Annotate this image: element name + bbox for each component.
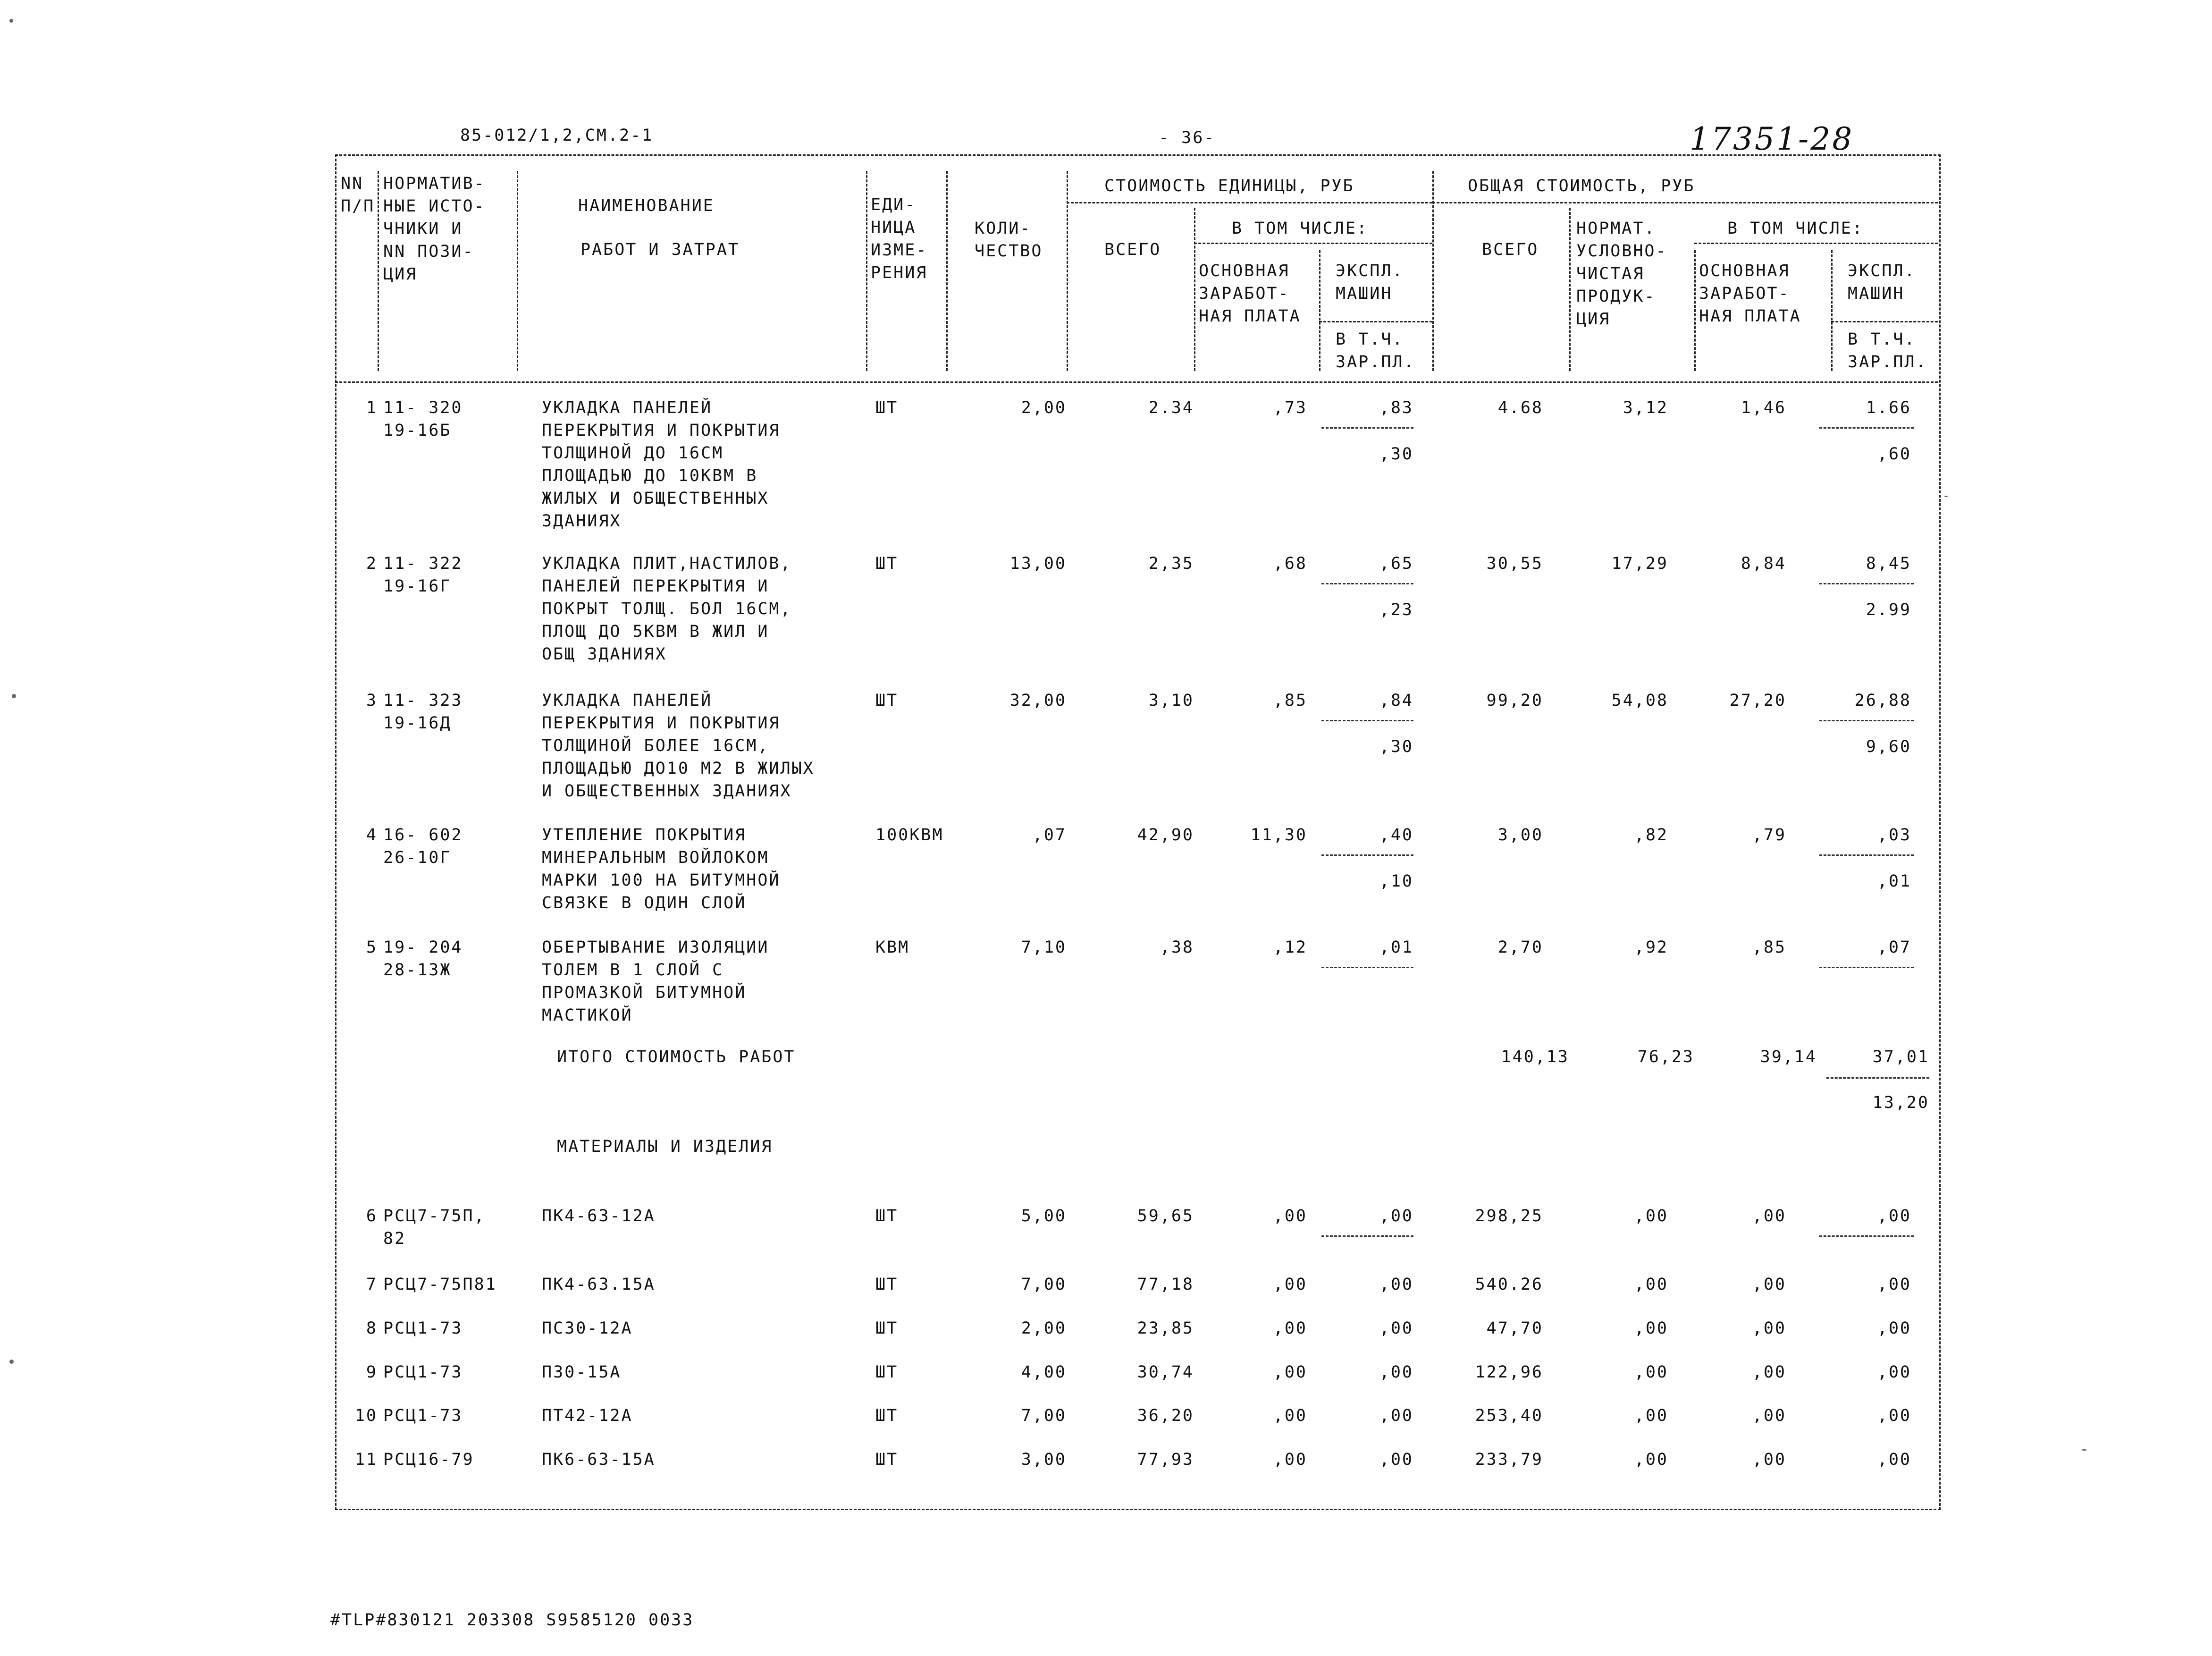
total-cost-group-header: ОБЩАЯ СТОИМОСТЬ, РУБ xyxy=(1468,177,1695,195)
unit-base-wage: ,00 xyxy=(1273,1275,1307,1294)
quantity: 2,00 xyxy=(1021,398,1067,417)
total-norm: 17,29 xyxy=(1611,554,1668,573)
total-norm: ,00 xyxy=(1634,1207,1668,1225)
col-divider-10 xyxy=(1694,250,1696,371)
col-divider-4 xyxy=(946,171,948,371)
scan-speck xyxy=(12,694,16,698)
unit-machine: ,00 xyxy=(1379,1207,1413,1225)
unit-machine: ,84 xyxy=(1379,691,1413,710)
total-machine: 26,88 xyxy=(1854,691,1911,710)
unit-base-wage: ,85 xyxy=(1273,691,1307,710)
total-machine-wage: 9,60 xyxy=(1866,737,1911,756)
unit: ШТ xyxy=(875,1275,899,1294)
total-total: 30,55 xyxy=(1486,554,1543,573)
norm-source: РСЦ1-73 xyxy=(383,1406,463,1425)
header-bottom-rule xyxy=(335,381,1938,383)
total-base-wage: ,00 xyxy=(1752,1275,1786,1294)
total-machine-wage: ,60 xyxy=(1877,445,1911,464)
quantity: 13,00 xyxy=(1009,554,1067,573)
total-machine-wage: ,01 xyxy=(1877,872,1911,891)
cell-separator xyxy=(1321,720,1413,721)
norm-source: 16- 602 26-10Г xyxy=(383,826,463,867)
cell-separator xyxy=(1819,1235,1914,1237)
row-number: 2 xyxy=(366,554,378,573)
row-number: 6 xyxy=(366,1207,378,1225)
scan-speck xyxy=(2081,1449,2087,1451)
col-divider-5 xyxy=(1067,171,1068,371)
norm-source: РСЦ1-73 xyxy=(383,1363,463,1382)
unit: ШТ xyxy=(875,1319,899,1338)
norm-source: 19- 204 28-13Ж xyxy=(383,938,463,980)
material-name: ПК4-63-12А xyxy=(542,1207,656,1225)
unit-total: 77,93 xyxy=(1137,1450,1194,1469)
unit-machine-wage: ,30 xyxy=(1379,737,1413,756)
unit-base-wage: ,00 xyxy=(1273,1363,1307,1382)
norm-source: 11- 322 19-16Г xyxy=(383,554,463,596)
unit-machine-wage: ,30 xyxy=(1379,445,1413,464)
row-number: 7 xyxy=(366,1275,378,1294)
unit-machine: ,00 xyxy=(1379,1406,1413,1425)
unit-total: 59,65 xyxy=(1137,1207,1194,1225)
unit-incl-header: В ТОМ ЧИСЛЕ: xyxy=(1232,219,1368,238)
total-base-wage: 27,20 xyxy=(1729,691,1786,710)
unit-total: 2,35 xyxy=(1148,554,1194,573)
unit-machine: ,00 xyxy=(1379,1363,1413,1382)
unit-machine-wage-header: В Т.Ч. ЗАР.ПЛ. xyxy=(1336,330,1415,372)
footer-code: #TLP#830121 203308 S9585120 0033 xyxy=(330,1611,694,1630)
material-name: ПС30-12А xyxy=(542,1319,633,1338)
quantity: 3,00 xyxy=(1021,1450,1067,1469)
unit-machine: ,40 xyxy=(1379,826,1413,845)
scan-speck xyxy=(9,1360,14,1364)
row-number: 3 xyxy=(366,691,378,710)
material-name: ПК4-63.15А xyxy=(542,1275,656,1294)
total-norm: ,92 xyxy=(1634,938,1668,957)
work-name: УКЛАДКА ПАНЕЛЕЙ ПЕРЕКРЫТИЯ И ПОКРЫТИЯ ТОЛЩИНОЙ БОЛЕЕ 16СМ, ПЛОЩАДЬЮ ДО10 М2 В ЖИЛЫХ И ОБЩЕСТВЕННЫХ ЗДАНИЯХ xyxy=(542,691,815,801)
incl-rule-total xyxy=(1694,243,1938,244)
material-name: ПК6-63-15А xyxy=(542,1450,656,1469)
subtotal-label: ИТОГО СТОИМОСТЬ РАБОТ xyxy=(557,1048,796,1066)
unit-base-wage: ,00 xyxy=(1273,1450,1307,1469)
quantity: ,07 xyxy=(1032,826,1067,845)
unit-total: 23,85 xyxy=(1137,1319,1194,1338)
total-total: 99,20 xyxy=(1486,691,1543,710)
col-divider-8 xyxy=(1432,171,1434,371)
total-base-wage: 8,84 xyxy=(1741,554,1786,573)
unit-base-wage: ,00 xyxy=(1273,1319,1307,1338)
material-name: П30-15А xyxy=(542,1363,622,1382)
row-number: 8 xyxy=(366,1319,378,1338)
total-incl-header: В ТОМ ЧИСЛЕ: xyxy=(1727,219,1864,238)
unit-machine: ,00 xyxy=(1379,1450,1413,1469)
total-norm: ,82 xyxy=(1634,826,1668,845)
total-machine-wage-header: В Т.Ч. ЗАР.ПЛ. xyxy=(1848,330,1927,372)
cell-separator xyxy=(1819,854,1914,856)
unit-machine: ,01 xyxy=(1379,938,1413,957)
unit-total: ,38 xyxy=(1160,938,1194,957)
total-norm-header: НОРМАТ. УСЛОВНО- ЧИСТАЯ ПРОДУК- ЦИЯ xyxy=(1576,219,1667,329)
mach-rule-unit xyxy=(1319,321,1432,322)
cell-separator xyxy=(1321,1235,1413,1237)
total-machine: ,00 xyxy=(1877,1406,1911,1425)
total-norm: ,00 xyxy=(1634,1319,1668,1338)
unit-machine: ,00 xyxy=(1379,1319,1413,1338)
col-divider-3 xyxy=(866,171,867,371)
norm-source: РСЦ1-73 xyxy=(383,1319,463,1338)
cell-separator xyxy=(1321,427,1413,429)
quantity: 5,00 xyxy=(1021,1207,1067,1225)
unit: ШТ xyxy=(875,554,899,573)
total-total: 47,70 xyxy=(1486,1319,1543,1338)
total-norm: 3,12 xyxy=(1623,398,1668,417)
total-base-wage: ,00 xyxy=(1752,1363,1786,1382)
work-name: УКЛАДКА ПЛИТ,НАСТИЛОВ, ПАНЕЛЕЙ ПЕРЕКРЫТИЯ И ПОКРЫТ ТОЛЩ. БОЛ 16СМ, ПЛОЩ ДО 5КВМ В ЖИЛ И ОБЩ ЗДАНИЯХ xyxy=(542,554,792,664)
work-name: УТЕПЛЕНИЕ ПОКРЫТИЯ МИНЕРАЛЬНЫМ ВОЙЛОКОМ МАРКИ 100 НА БИТУМНОЙ СВЯЗКЕ В ОДИН СЛОЙ xyxy=(542,826,781,912)
subtotal-total: 140,13 xyxy=(1501,1048,1569,1066)
unit-base-wage: ,73 xyxy=(1273,398,1307,417)
col-divider-7 xyxy=(1319,250,1320,371)
norm-source: РСЦ16-79 xyxy=(383,1450,474,1469)
total-machine: 8,45 xyxy=(1866,554,1911,573)
unit-base-wage: ,12 xyxy=(1273,938,1307,957)
total-machine-wage: 2.99 xyxy=(1866,600,1911,619)
total-machine-header: ЭКСПЛ. МАШИН xyxy=(1848,262,1916,303)
quantity: 7,00 xyxy=(1021,1275,1067,1294)
unit: КВМ xyxy=(875,938,910,957)
quantity: 2,00 xyxy=(1021,1319,1067,1338)
total-total: 2,70 xyxy=(1497,938,1543,957)
unit-base-wage: 11,30 xyxy=(1250,826,1307,845)
subtotal-norm: 76,23 xyxy=(1637,1048,1694,1066)
unit: ШТ xyxy=(875,398,899,417)
col-header-name-2: РАБОТ И ЗАТРАТ xyxy=(580,240,740,259)
material-name: ПТ42-12А xyxy=(542,1406,633,1425)
col-header-quantity: КОЛИ- ЧЕСТВО xyxy=(975,219,1043,261)
total-machine: ,07 xyxy=(1877,938,1911,957)
incl-rule-unit xyxy=(1194,243,1432,244)
total-norm: ,00 xyxy=(1634,1363,1668,1382)
total-total: 4.68 xyxy=(1497,398,1543,417)
total-machine: ,00 xyxy=(1877,1207,1911,1225)
cell-separator xyxy=(1819,967,1914,968)
row-number: 5 xyxy=(366,938,378,957)
total-total: 540.26 xyxy=(1475,1275,1543,1294)
unit: ШТ xyxy=(875,1406,899,1425)
unit-machine-header: ЭКСПЛ. МАШИН xyxy=(1336,262,1404,303)
total-total-header: ВСЕГО xyxy=(1482,240,1539,259)
handwritten-registration-number: 17351-28 xyxy=(1690,121,1854,157)
scan-speck xyxy=(9,19,13,23)
total-total: 122,96 xyxy=(1475,1363,1543,1382)
total-base-wage: ,79 xyxy=(1752,826,1786,845)
cell-separator xyxy=(1321,854,1413,856)
total-machine: ,00 xyxy=(1877,1363,1911,1382)
total-base-wage: 1,46 xyxy=(1741,398,1786,417)
row-number: 1 xyxy=(366,398,378,417)
total-total: 253,40 xyxy=(1475,1406,1543,1425)
total-total: 298,25 xyxy=(1475,1207,1543,1225)
total-machine: 1.66 xyxy=(1866,398,1911,417)
col-header-number: NN П/П xyxy=(341,174,375,216)
total-base-wage-header: ОСНОВНАЯ ЗАРАБОТ- НАЯ ПЛАТА xyxy=(1699,262,1801,326)
cell-separator xyxy=(1819,583,1914,584)
col-divider-9 xyxy=(1569,208,1571,371)
group-rule-total xyxy=(1432,202,1938,203)
work-name: УКЛАДКА ПАНЕЛЕЙ ПЕРЕКРЫТИЯ И ПОКРЫТИЯ ТОЛЩИНОЙ ДО 16СМ ПЛОЩАДЬЮ ДО 10КВМ В ЖИЛЫХ И ОБЩЕСТВЕННЫХ ЗДАНИЯХ xyxy=(542,398,781,531)
subtotal-base-wage: 39,14 xyxy=(1760,1048,1817,1066)
page-number: - 36- xyxy=(1159,128,1216,147)
norm-source: 11- 323 19-16Д xyxy=(383,691,463,733)
col-divider-6 xyxy=(1194,208,1195,371)
cell-separator xyxy=(1819,720,1914,721)
unit-machine-wage: ,23 xyxy=(1379,600,1413,619)
total-norm: ,00 xyxy=(1634,1450,1668,1469)
total-norm: ,00 xyxy=(1634,1406,1668,1425)
norm-source: 11- 320 19-16Б xyxy=(383,398,463,440)
total-base-wage: ,85 xyxy=(1752,938,1786,957)
quantity: 32,00 xyxy=(1009,691,1067,710)
work-name: ОБЕРТЫВАНИЕ ИЗОЛЯЦИИ ТОЛЕМ В 1 СЛОЙ С ПРОМАЗКОЙ БИТУМНОЙ МАСТИКОЙ xyxy=(542,938,769,1025)
total-machine: ,00 xyxy=(1877,1275,1911,1294)
unit-total: 30,74 xyxy=(1137,1363,1194,1382)
subtotal-machine-wage: 13,20 xyxy=(1872,1093,1929,1112)
unit: 100КВМ xyxy=(875,826,944,845)
unit-machine: ,83 xyxy=(1379,398,1413,417)
quantity: 4,00 xyxy=(1021,1363,1067,1382)
col-divider-11 xyxy=(1831,250,1833,371)
mach-rule-total xyxy=(1831,321,1938,322)
unit-total: 36,20 xyxy=(1137,1406,1194,1425)
section-title: МАТЕРИАЛЫ И ИЗДЕЛИЯ xyxy=(557,1137,773,1156)
unit-base-wage-header: ОСНОВНАЯ ЗАРАБОТ- НАЯ ПЛАТА xyxy=(1199,262,1301,326)
row-number: 11 xyxy=(354,1450,378,1469)
total-total: 233,79 xyxy=(1475,1450,1543,1469)
quantity: 7,10 xyxy=(1021,938,1067,957)
unit-total: 2.34 xyxy=(1148,398,1194,417)
col-divider-1 xyxy=(378,171,379,371)
cell-separator xyxy=(1321,583,1413,584)
subtotal-machine: 37,01 xyxy=(1872,1048,1929,1066)
scan-speck xyxy=(1944,496,1948,497)
cell-separator xyxy=(1819,427,1914,429)
unit-total: 3,10 xyxy=(1148,691,1194,710)
total-base-wage: ,00 xyxy=(1752,1319,1786,1338)
total-base-wage: ,00 xyxy=(1752,1450,1786,1469)
document-code: 85-012/1,2,СМ.2-1 xyxy=(460,126,654,145)
unit-machine: ,00 xyxy=(1379,1275,1413,1294)
total-norm: 54,08 xyxy=(1611,691,1668,710)
total-base-wage: ,00 xyxy=(1752,1207,1786,1225)
total-norm: ,00 xyxy=(1634,1275,1668,1294)
unit-base-wage: ,00 xyxy=(1273,1406,1307,1425)
col-header-unit: ЕДИ- НИЦА ИЗМЕ- РЕНИЯ xyxy=(871,195,928,282)
total-base-wage: ,00 xyxy=(1752,1406,1786,1425)
group-rule-unit xyxy=(1067,202,1432,203)
unit-base-wage: ,00 xyxy=(1273,1207,1307,1225)
unit-total: 77,18 xyxy=(1137,1275,1194,1294)
unit: ШТ xyxy=(875,1450,899,1469)
total-total: 3,00 xyxy=(1497,826,1543,845)
norm-source: РСЦ7-75П81 xyxy=(383,1275,497,1294)
cell-separator xyxy=(1321,967,1413,968)
unit-cost-group-header: СТОИМОСТЬ ЕДИНИЦЫ, РУБ xyxy=(1104,177,1354,195)
unit: ШТ xyxy=(875,1207,899,1225)
col-divider-2 xyxy=(517,171,518,371)
unit-machine-wage: ,10 xyxy=(1379,872,1413,891)
total-machine: ,00 xyxy=(1877,1450,1911,1469)
unit-base-wage: ,68 xyxy=(1273,554,1307,573)
row-number: 4 xyxy=(366,826,378,845)
unit: ШТ xyxy=(875,1363,899,1382)
cell-separator xyxy=(1826,1077,1929,1079)
row-number: 9 xyxy=(366,1363,378,1382)
quantity: 7,00 xyxy=(1021,1406,1067,1425)
total-machine: ,00 xyxy=(1877,1319,1911,1338)
unit-total: 42,90 xyxy=(1137,826,1194,845)
unit-total-header: ВСЕГО xyxy=(1104,240,1161,259)
unit: ШТ xyxy=(875,691,899,710)
norm-source: РСЦ7-75П, 82 xyxy=(383,1207,486,1248)
col-header-name-1: НАИМЕНОВАНИЕ xyxy=(578,196,715,215)
total-machine: ,03 xyxy=(1877,826,1911,845)
col-header-source: НОРМАТИВ- НЫЕ ИСТО- ЧНИКИ И NN ПОЗИ- ЦИЯ xyxy=(383,174,486,284)
unit-machine: ,65 xyxy=(1379,554,1413,573)
row-number: 10 xyxy=(354,1406,378,1425)
